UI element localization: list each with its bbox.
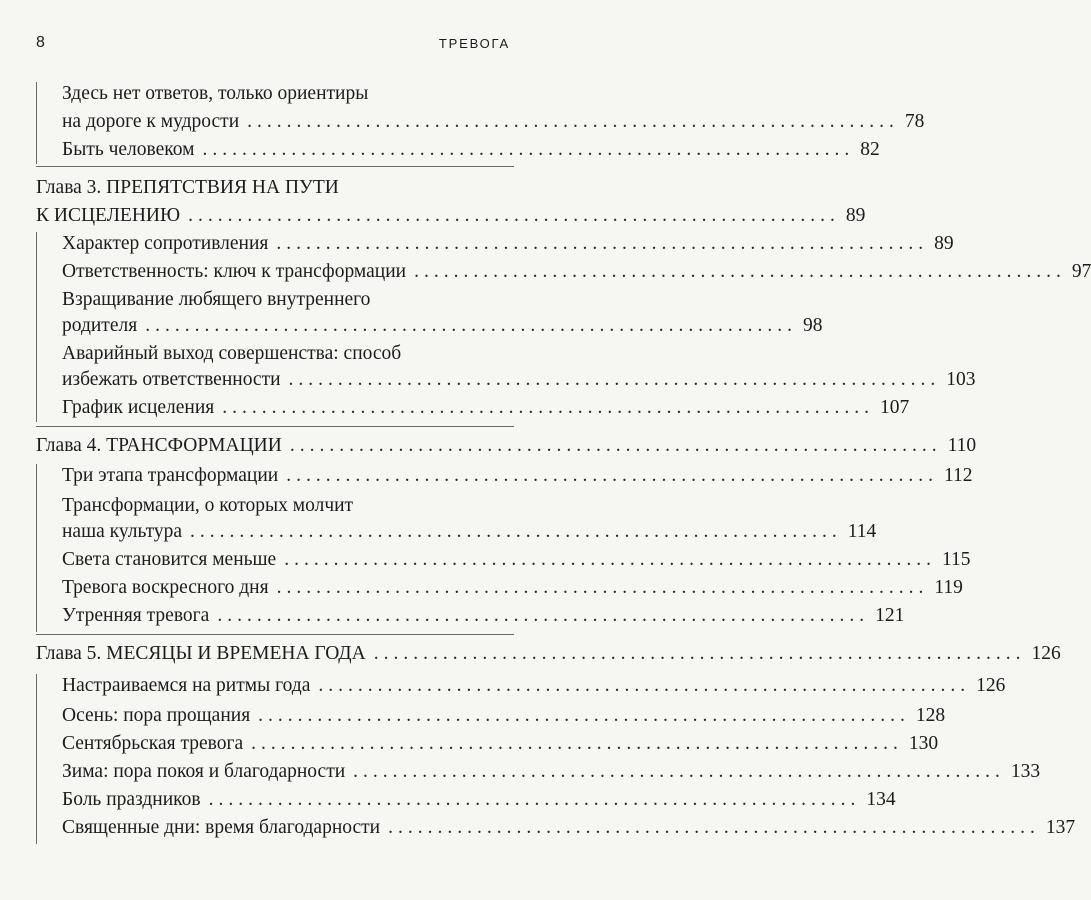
toc-entry-title: на дороге к мудрости <box>62 111 240 132</box>
toc-entry <box>62 760 1041 784</box>
toc-entry <box>62 314 823 338</box>
toc-entry-title: Осень: пора прощания <box>62 705 251 726</box>
toc-entry-title: Сентябрьская тревога <box>62 733 244 754</box>
toc-entry-title: Три этапа трансформации <box>62 465 279 486</box>
toc-entry-page: 133 <box>1010 761 1041 782</box>
leader-dots: .................................................................. <box>373 643 1026 664</box>
toc-entry-page: 78 <box>904 111 925 132</box>
leader-dots: .................................................................. <box>258 705 910 726</box>
leader-dots: .................................................................. <box>247 111 899 132</box>
leader-dots: .................................................................. <box>188 205 840 226</box>
chapter-divider <box>36 634 514 635</box>
toc-entry-page: 89 <box>934 233 954 254</box>
chapter-entry <box>36 434 977 458</box>
leader-dots: .................................................................. <box>145 315 797 336</box>
chapter-page: 89 <box>845 205 866 226</box>
chapter-title: Глава 5. МЕСЯЦЫ И ВРЕМЕНА ГОДА <box>36 643 366 664</box>
toc-entry-page: 98 <box>802 315 823 336</box>
toc-entry <box>62 788 896 812</box>
toc-entry-title: Зима: пора покоя и благодарности <box>62 761 346 782</box>
chapter-title-line: Глава 3. ПРЕПЯТСТВИЯ НА ПУТИ <box>36 177 339 198</box>
leader-dots: .................................................................. <box>414 261 1066 282</box>
leader-dots: .................................................................. <box>217 605 870 626</box>
leader-dots: .................................................................. <box>388 817 1040 838</box>
chapter-entry <box>36 204 866 228</box>
leader-dots: .................................................................. <box>222 397 875 418</box>
toc-entry-page: 137 <box>1045 817 1076 838</box>
toc-entry-title: Быть человеком <box>62 139 195 160</box>
toc-entry-title: Боль праздников <box>62 789 201 810</box>
toc-entry-page: 103 <box>946 369 976 390</box>
toc-entry-title: Священные дни: время благодарности <box>62 817 381 838</box>
toc-entry-title: наша культура <box>62 521 183 542</box>
toc-entry-page: 107 <box>880 397 910 418</box>
running-title: ТРЕВОГА <box>438 36 510 51</box>
chapter-divider <box>36 426 514 427</box>
leader-dots: .................................................................. <box>208 789 861 810</box>
leader-dots: .................................................................. <box>284 549 936 570</box>
toc-entry-line: Аварийный выход совершенства: способ <box>62 343 402 364</box>
toc-entry <box>62 232 954 256</box>
toc-entry-page: 128 <box>915 705 946 726</box>
toc-entry-page: 134 <box>866 789 896 810</box>
toc-entry-title: Света становится меньше <box>62 549 277 570</box>
leader-dots: .................................................................. <box>288 369 941 390</box>
toc-entry-page: 114 <box>847 521 877 542</box>
toc-entry-page: 115 <box>941 549 971 570</box>
toc-entry-page: 97 <box>1071 261 1091 282</box>
toc-entry <box>62 520 877 544</box>
toc-entry <box>62 368 976 392</box>
toc-entry-line: Взращивание любящего внутреннего <box>62 289 371 310</box>
leader-dots: .................................................................. <box>289 435 942 456</box>
toc-entry <box>62 396 910 420</box>
leader-dots: .................................................................. <box>276 233 929 254</box>
chapter-title: Глава 4. ТРАНСФОРМАЦИИ <box>36 435 282 456</box>
toc-entry <box>62 732 939 756</box>
toc-entry <box>62 674 1006 698</box>
toc-entry-page: 121 <box>875 605 905 626</box>
toc-entry-title: График исцеления <box>62 397 215 418</box>
toc-entry <box>62 816 1076 840</box>
leader-dots: .................................................................. <box>251 733 903 754</box>
toc-entry <box>62 138 880 162</box>
toc-entry <box>62 110 925 134</box>
toc-entry <box>62 604 905 628</box>
toc-entry <box>62 548 971 572</box>
toc-entry-page: 82 <box>860 139 880 160</box>
chapter-divider <box>36 166 514 167</box>
toc-entry-title: избежать ответственности <box>62 369 281 390</box>
leader-dots: .................................................................. <box>190 521 842 542</box>
toc-entry-title: Тревога воскресного дня <box>62 577 269 598</box>
toc-entry-page: 119 <box>934 577 963 598</box>
chapter-title: К ИСЦЕЛЕНИЮ <box>36 205 181 226</box>
toc-entry-title: родителя <box>62 315 138 336</box>
toc-entry <box>62 576 963 600</box>
toc-entry-title: Характер сопротивления <box>62 233 269 254</box>
leader-dots: .................................................................. <box>202 139 855 160</box>
toc-entry-title: Утренняя тревога <box>62 605 210 626</box>
toc-entry <box>62 704 946 728</box>
toc-entry <box>62 260 1091 284</box>
leader-dots: .................................................................. <box>318 675 971 696</box>
leader-dots: .................................................................. <box>353 761 1005 782</box>
chapter-page: 110 <box>947 435 977 456</box>
toc-entry-page: 126 <box>976 675 1006 696</box>
toc-entry-page: 112 <box>943 465 973 486</box>
toc-entry-line: Здесь нет ответов, только ориентиры <box>62 83 369 104</box>
leader-dots: .................................................................. <box>286 465 938 486</box>
chapter-page: 126 <box>1031 643 1061 664</box>
toc-entry-title: Ответственность: ключ к трансформации <box>62 261 407 282</box>
page-number: 8 <box>36 34 46 51</box>
chapter-entry <box>36 642 1061 666</box>
toc-entry-title: Настраиваемся на ритмы года <box>62 675 311 696</box>
leader-dots: .................................................................. <box>276 577 929 598</box>
toc-entry <box>62 464 973 488</box>
toc-entry-page: 130 <box>908 733 939 754</box>
toc-entry-line: Трансформации, о которых молчит <box>62 495 354 516</box>
